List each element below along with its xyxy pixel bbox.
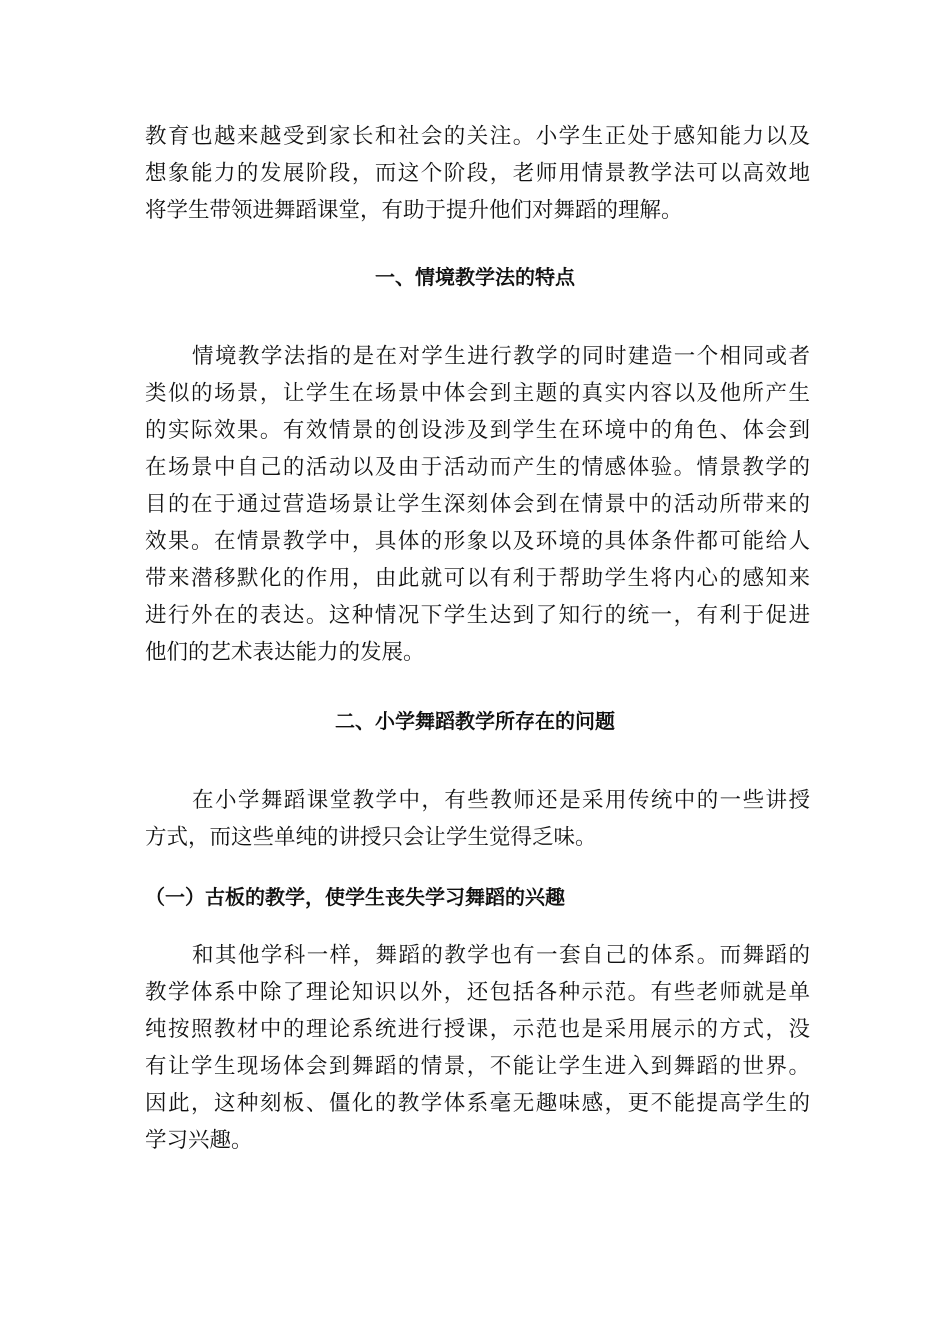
text-line: 效果。在情景教学中，具体的形象以及环境的具体条件都可能给人: [145, 529, 810, 554]
text-line: 纯按照教材中的理论系统进行授课，示范也是采用展示的方式，没: [145, 1017, 810, 1042]
text-line: 想象能力的发展阶段，而这个阶段，老师用情景教学法可以高效地: [145, 161, 810, 186]
text-line: 带来潜移默化的作用，由此就可以有利于帮助学生将内心的感知来: [145, 566, 810, 591]
text-line: 目的在于通过营造场景让学生深刻体会到在情景中的活动所带来的: [145, 492, 810, 517]
text-line: 方式，而这些单纯的讲授只会让学生觉得乏味。: [145, 825, 597, 850]
subsection-heading-1: （一）古板的教学，使学生丧失学习舞蹈的兴趣: [145, 885, 565, 909]
section-heading-2: 二、小学舞蹈教学所存在的问题: [335, 709, 615, 733]
text-line: 类似的场景，让学生在场景中体会到主题的真实内容以及他所产生: [145, 381, 810, 406]
text-line: 教育也越来越受到家长和社会的关注。小学生正处于感知能力以及: [145, 124, 810, 149]
text-line: 在场景中自己的活动以及由于活动而产生的情感体验。情景教学的: [145, 455, 810, 480]
text-line: 他们的艺术表达能力的发展。: [145, 640, 425, 665]
text-line: 的实际效果。有效情景的创设涉及到学生在环境中的角色、体会到: [145, 418, 810, 443]
text-line: 在小学舞蹈课堂教学中，有些教师还是采用传统中的一些讲授: [192, 788, 810, 813]
text-line: 情境教学法指的是在对学生进行教学的同时建造一个相同或者: [192, 344, 810, 369]
text-line: 因此，这种刻板、僵化的教学体系毫无趣味感，更不能提高学生的: [145, 1091, 810, 1116]
text-line: 教学体系中除了理论知识以外，还包括各种示范。有些老师就是单: [145, 980, 810, 1005]
text-line: 学习兴趣。: [145, 1128, 253, 1153]
text-line: 和其他学科一样，舞蹈的教学也有一套自己的体系。而舞蹈的: [192, 943, 810, 968]
text-line: 有让学生现场体会到舞蹈的情景，不能让学生进入到舞蹈的世界。: [145, 1054, 810, 1079]
text-line: 将学生带领进舞蹈课堂，有助于提升他们对舞蹈的理解。: [145, 198, 683, 223]
text-line: 进行外在的表达。这种情况下学生达到了知行的统一，有利于促进: [145, 603, 810, 628]
section-heading-1: 一、情境教学法的特点: [375, 265, 575, 289]
